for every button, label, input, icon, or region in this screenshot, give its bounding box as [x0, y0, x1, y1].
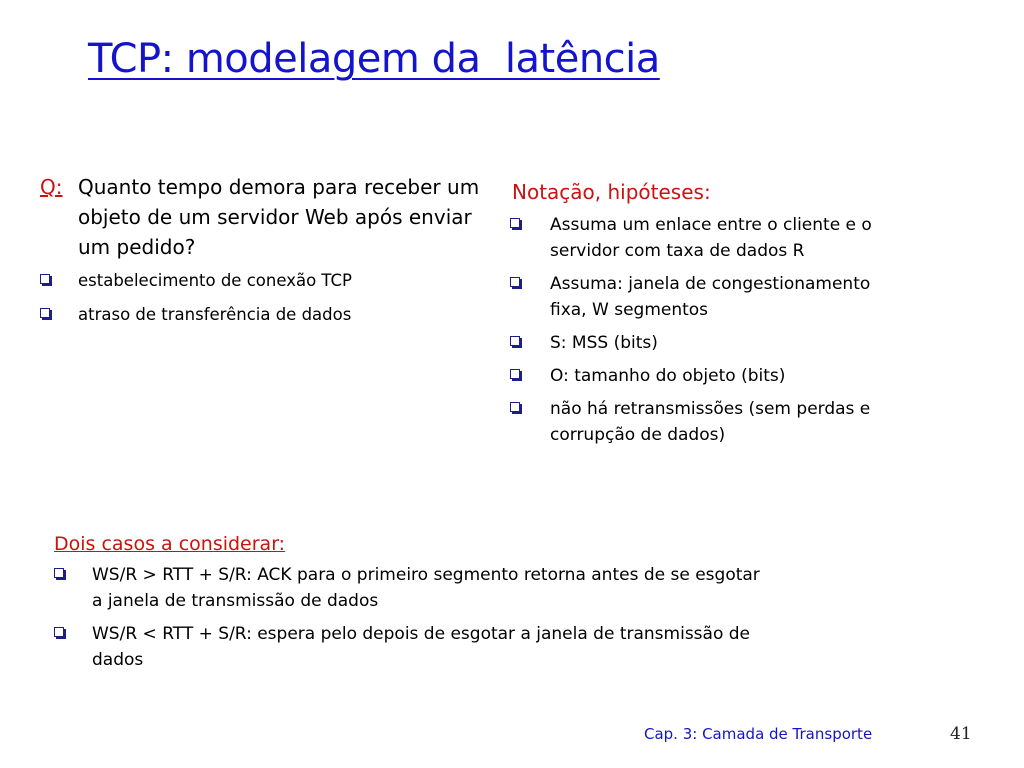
square-bullet-icon [510, 277, 520, 287]
square-bullet-icon [510, 336, 520, 346]
list-item [510, 330, 910, 356]
notation-list [510, 212, 910, 448]
square-bullet-icon [510, 402, 520, 412]
list-item-text: Assuma um enlace entre o cliente e o servidor com taxa de dados R [550, 215, 872, 261]
list-item-text: S: MSS (bits) [550, 333, 658, 353]
list-item-text: estabelecimento de conexão TCP [78, 271, 352, 290]
question-item-list [40, 268, 495, 328]
question-label: Q: [40, 175, 63, 199]
footer-chapter: Cap. 3: Camada de Transporte [644, 725, 873, 743]
list-item-text: não há retransmissões (sem perdas e corrupção de dados) [550, 399, 871, 445]
square-bullet-icon [40, 274, 50, 284]
square-bullet-icon [510, 369, 520, 379]
list-item [510, 212, 910, 264]
square-bullet-icon [54, 568, 64, 578]
square-bullet-icon [40, 308, 50, 318]
list-item [54, 562, 774, 614]
list-item-text: O: tamanho do objeto (bits) [550, 366, 786, 386]
list-item-text: atraso de transferência de dados [78, 305, 352, 324]
slide-title: TCP: modelagem da latência [88, 36, 660, 82]
notation-block [510, 178, 910, 455]
list-item-text: WS/R > RTT + S/R: ACK para o primeiro segmento retorna antes de se esgotar a janela de transmissão de dados [92, 565, 760, 611]
question-block [40, 172, 495, 336]
list-item [40, 268, 495, 294]
list-item [510, 271, 910, 323]
list-item [510, 363, 910, 389]
square-bullet-icon [54, 627, 64, 637]
list-item-text: WS/R < RTT + S/R: espera pelo depois de esgotar a janela de transmissão de dados [92, 624, 751, 670]
cases-block [54, 530, 774, 680]
square-bullet-icon [510, 218, 520, 228]
list-item [510, 396, 910, 448]
list-item [40, 302, 495, 328]
list-item-text: Assuma: janela de congestionamento fixa, W segmentos [550, 274, 871, 320]
list-item [54, 621, 774, 673]
notation-heading: Notação, hipóteses: [512, 180, 711, 204]
cases-list [54, 562, 774, 673]
question-text: Quanto tempo demora para receber um objeto de um servidor Web após enviar um pedido? [78, 175, 480, 259]
page-number: 41 [950, 724, 972, 744]
cases-heading: Dois casos a considerar: [54, 533, 286, 555]
question [40, 172, 495, 262]
